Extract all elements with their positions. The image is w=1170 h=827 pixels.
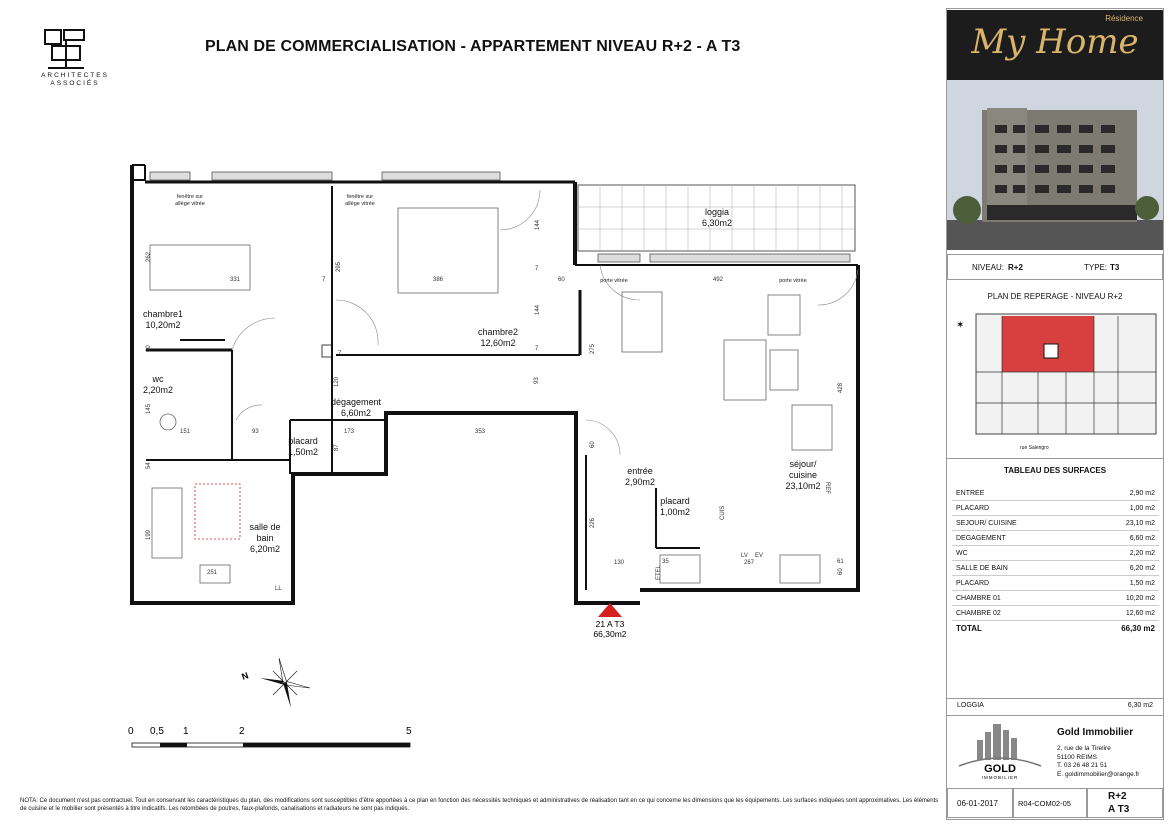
porte-vitree-2: porte vitrée	[779, 278, 807, 284]
table-row	[952, 501, 1159, 516]
surface-label: DEGAGEMENT	[952, 531, 1081, 546]
architect-line2: ASSOCIÉS	[50, 80, 100, 87]
surface-label: SEJOUR/ CUISINE	[952, 516, 1081, 531]
north-arrow-icon	[240, 658, 310, 708]
room-name-entree: entrée	[627, 466, 653, 476]
surface-value: 23,10 m2	[1081, 516, 1159, 531]
niveau-label: NIVEAU:	[972, 263, 1005, 272]
gold-logo-sub: IMMOBILIER	[981, 775, 1019, 780]
entry-marker-icon	[598, 603, 622, 617]
room-name-sdb: salle de	[249, 522, 281, 532]
company-name: Gold Immobilier	[1057, 727, 1134, 738]
loggia-row	[947, 698, 1163, 716]
code-ref: REF	[824, 482, 830, 494]
architect-line1: ARCHITECTES	[41, 72, 109, 79]
room-name-loggia: loggia	[704, 207, 730, 217]
dim-7c: 7	[535, 346, 539, 352]
dim-7d: 7	[338, 351, 342, 357]
bed-2	[398, 208, 498, 293]
dim-144a: 144	[535, 219, 541, 230]
dim-144b: 144	[535, 304, 541, 315]
dim-226: 226	[590, 517, 596, 528]
surface-value: 6,20 m2	[1081, 561, 1159, 576]
surface-value: 2,20 m2	[1081, 546, 1159, 561]
room-area-entree: 2,90m2	[624, 477, 656, 487]
room-area-sdb: 6,20m2	[249, 544, 281, 554]
disclaimer-note: NOTA: Ce document n'est pas contractuel. Tout en conservant les caractéristiques du plan, des modifications sont susceptibles d'être apportées à ce plan en fonction des nécessités techniques et administratives de réalisation tant en ce qui concerne les dimensions que les équipements. Les surfaces indiquées sont approximatives. Les éléments de cuisine et le mobilier sont présentés à titre indicatifs. Les retombées de poutres, faux-plafonds, canalisations et radiateurs ne sont pas indiqués.	[20, 798, 939, 812]
surfaces-title: TABLEAU DES SURFACES	[1003, 466, 1107, 475]
dim-7b: 7	[535, 266, 539, 272]
address-line: 51100 REIMS	[1057, 753, 1097, 761]
gold-logo-icon	[955, 722, 1045, 782]
surface-value: 2,90 m2	[1081, 486, 1159, 501]
surface-label: PLACARD	[952, 501, 1081, 516]
table-row	[952, 516, 1159, 531]
north-label: N	[240, 670, 250, 682]
address-line: E. goldimmobilier@orange.fr	[1057, 770, 1140, 778]
dim-275: 275	[590, 343, 596, 354]
reference: R04-COM02-05	[1018, 799, 1071, 808]
room-name-wc: wc	[152, 374, 164, 384]
apartment-id: 21 A T3	[595, 619, 625, 629]
dim-130: 130	[614, 560, 625, 566]
surface-label: ENTREE	[952, 486, 1081, 501]
dim-199: 199	[146, 529, 152, 540]
total-label: TOTAL	[956, 623, 982, 633]
compass-icon: ✶	[956, 320, 965, 331]
room-area-sejour: 23,10m2	[785, 481, 821, 491]
code-ev: EV	[755, 553, 764, 559]
room-name-chambre2: chambre2	[477, 327, 519, 337]
table-row	[952, 546, 1159, 561]
scale-2: 2	[239, 726, 245, 737]
surfaces-table	[952, 486, 1159, 635]
brand-name: My Home	[971, 22, 1139, 62]
dim-60a: 60	[558, 277, 565, 283]
surface-value: 10,20 m2	[1081, 591, 1159, 606]
dim-353: 353	[475, 429, 486, 435]
table-row	[952, 576, 1159, 591]
type-value: T3	[1110, 263, 1120, 272]
room-name-degagement: dégagement	[330, 397, 382, 407]
page-title: PLAN DE COMMERCIALISATION - APPARTEMENT NIVEAU R+2 - A T3	[205, 38, 741, 55]
dim-93b: 93	[252, 429, 259, 435]
room-name-sejour: séjour/	[789, 459, 817, 469]
scale-1: 1	[183, 726, 189, 737]
table-row	[952, 591, 1159, 606]
window-note-1b: allège vitrée	[175, 201, 205, 207]
table-row	[952, 531, 1159, 546]
footer-level: R+2	[1108, 791, 1127, 802]
table-row	[952, 606, 1159, 621]
footer-type: A T3	[1108, 804, 1130, 815]
scale-5: 5	[406, 726, 412, 737]
surface-label: WC	[952, 546, 1081, 561]
sofa	[724, 340, 766, 400]
address-line: 2, rue de la Tirelire	[1057, 745, 1111, 752]
ref-box	[1013, 788, 1087, 818]
dim-492: 492	[713, 277, 724, 283]
room-area-chambre2: 12,60m2	[480, 338, 516, 348]
scale-bar	[128, 726, 412, 747]
table-row	[952, 486, 1159, 501]
room-area-loggia: 6,30m2	[701, 218, 733, 228]
room-name2-sejour: cuisine	[788, 470, 818, 480]
room-area-wc: 2,20m2	[142, 385, 174, 395]
surface-value: 1,00 m2	[1081, 501, 1159, 516]
dim-54: 54	[146, 462, 152, 469]
room-name-placard-2: placard	[660, 496, 690, 506]
dim-7a: 7	[322, 277, 326, 283]
surface-label: CHAMBRE 02	[952, 606, 1081, 621]
surface-value: 12,60 m2	[1081, 606, 1159, 621]
code-etel: ETEL	[656, 564, 662, 580]
surface-label: SALLE DE BAIN	[952, 561, 1081, 576]
dim-93a: 93	[534, 377, 540, 384]
room-area-placard-1: 1,50m2	[287, 447, 319, 457]
surface-value: 1,50 m2	[1081, 576, 1159, 591]
window-note-2b: allège vitrée	[345, 201, 375, 207]
table-row	[952, 561, 1159, 576]
surface-value: 6,60 m2	[1081, 531, 1159, 546]
type-label: TYPE:	[1084, 263, 1108, 272]
room-name2-sdb: bain	[256, 533, 274, 543]
dim-151: 151	[180, 429, 191, 435]
dim-267: 267	[744, 560, 755, 566]
code-cuis: CUIS	[720, 505, 726, 520]
room-area-chambre1: 10,20m2	[145, 320, 181, 330]
apartment-area: 66,30m2	[593, 629, 627, 639]
level-type-row	[947, 254, 1163, 280]
dim-251: 251	[207, 570, 218, 576]
company-address	[1057, 745, 1139, 779]
reperage-title: PLAN DE REPERAGE - NIVEAU R+2	[987, 292, 1123, 301]
total-value: 66,30 m2	[1121, 623, 1155, 633]
dim-428: 428	[838, 382, 844, 393]
address-line: T. 03 26 48 21 51	[1057, 762, 1108, 769]
dim-60b: 60	[146, 345, 152, 352]
dim-60c: 60	[590, 441, 596, 448]
building-photo	[947, 80, 1163, 250]
bathtub	[152, 488, 182, 558]
dim-386: 386	[433, 277, 444, 283]
dim-61: 61	[837, 559, 844, 565]
room-area-placard-2: 1,00m2	[659, 507, 691, 517]
dining-table	[622, 292, 662, 352]
loggia-value: 6,30 m2	[1127, 702, 1153, 709]
dim-35: 35	[662, 559, 669, 565]
window-note-1a: fenêtre sur	[176, 194, 204, 200]
level-box	[1087, 788, 1163, 818]
dim-295: 295	[336, 261, 342, 272]
gold-logo-text: GOLD	[984, 763, 1016, 775]
dim-145: 145	[146, 403, 152, 414]
location-plan	[948, 308, 1162, 442]
dim-262: 262	[146, 251, 152, 262]
niveau-value: R+2	[1008, 263, 1023, 272]
surface-label: PLACARD	[952, 576, 1081, 591]
dim-60d: 60	[838, 568, 844, 575]
date-box	[947, 788, 1013, 818]
room-area-degagement: 6,60m2	[340, 408, 372, 418]
dim-120: 120	[334, 376, 340, 387]
dim-87: 87	[334, 444, 340, 451]
room-name-placard-1: placard	[288, 436, 318, 446]
date: 06-01-2017	[957, 799, 998, 808]
brand-banner	[947, 10, 1163, 80]
brand-residence: Résidence	[1105, 14, 1143, 23]
code-ll: LL	[275, 586, 282, 592]
porte-vitree-1: porte vitrée	[600, 278, 628, 284]
scale-0: 0	[128, 726, 134, 737]
dim-173: 173	[344, 429, 355, 435]
total-row	[952, 621, 1159, 636]
window-note-2a: fenêtre sur	[346, 194, 374, 200]
dim-331: 331	[230, 277, 241, 283]
street-name: rue Salengro	[1020, 445, 1049, 451]
scale-05: 0,5	[150, 726, 164, 737]
surface-label: CHAMBRE 01	[952, 591, 1081, 606]
room-name-chambre1: chambre1	[142, 309, 184, 319]
code-lv: LV	[741, 553, 748, 559]
loggia-label: LOGGIA	[957, 702, 984, 709]
divider	[947, 458, 1163, 459]
bed-1	[150, 245, 250, 290]
